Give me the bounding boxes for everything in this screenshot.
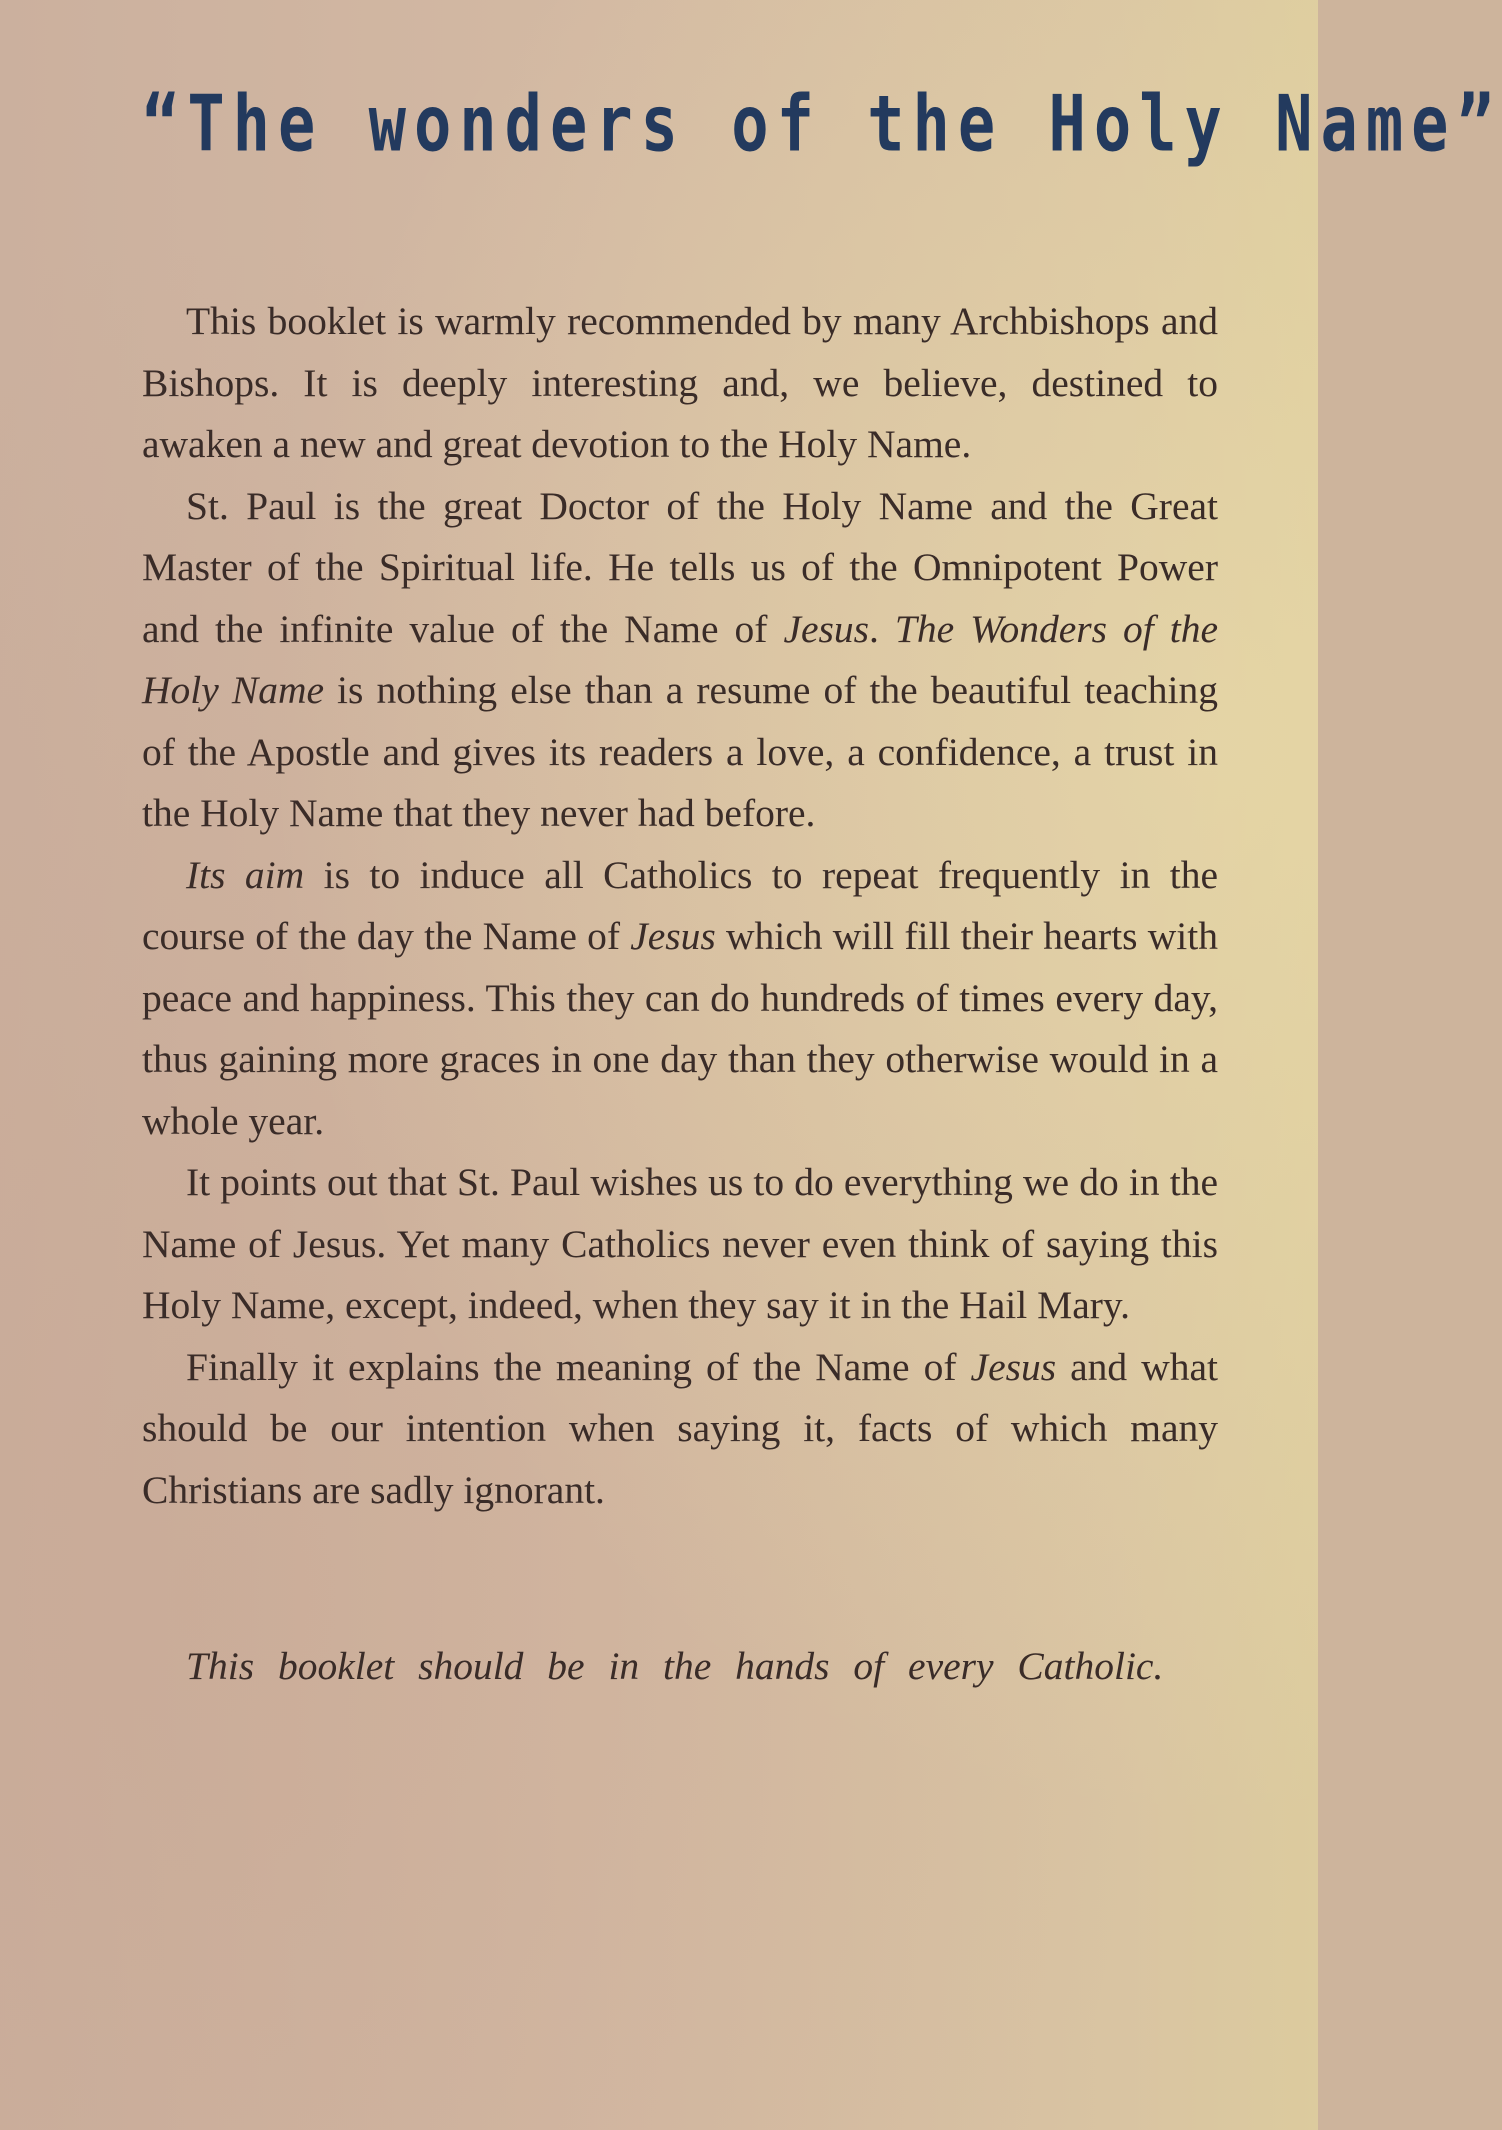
aim-italic: Its aim: [186, 852, 305, 897]
text-span: Finally it explains the meaning of the Name of: [186, 1344, 971, 1389]
paragraph-aim: [142, 845, 1218, 1153]
paragraph-meaning: [142, 1337, 1218, 1522]
text-span: is to induce all Catholics to repeat frequently in the course of the day the Name of: [142, 852, 1219, 958]
page-title: “The wonders of the Holy Name”: [142, 78, 1502, 170]
paragraph-recommendation: This booklet is warmly recommended by many Archbishops and Bishops. It is deeply interesting and, we believe, destined to awaken a new and great devotion to the Holy Name.: [142, 299, 1218, 466]
paragraph-everything-in-name: It points out that St. Paul wishes us to do everything we do in the Name of Jesus. Yet many Catholics never even think of saying this Holy Name, except, indeed, when they say it in the Hail Mary.: [142, 1160, 1218, 1327]
description-body: [142, 291, 1218, 1521]
text-span: and what should be our intention when saying it, facts of which many Christians are sadly ignorant.: [142, 1344, 1218, 1512]
name-jesus-italic: Jesus: [783, 606, 869, 651]
book-title-italic: The Wonders of the Holy Name: [142, 606, 1218, 712]
name-jesus-italic: Jesus: [970, 1344, 1057, 1389]
text-span: St. Paul is the great Doctor of the Holy Name and the Great Master of the Spiritual life. He tells us of the Omnipotent Power and the infinite value of the Name of: [142, 483, 1218, 651]
name-jesus-italic: Jesus: [630, 914, 716, 958]
text-span: .: [869, 606, 895, 651]
text-span: is nothing else than a resume of the beautiful teaching of the Apostle and gives its readers a love, a confidence, a trust in the Holy Name that they never had before.: [142, 668, 1218, 835]
paragraph-st-paul: [142, 476, 1218, 845]
text-span: which will fill their hearts with peace and happiness. This they can do hundreds of times every day, thus gaining more graces in one day than they otherwise would in a whole year.: [142, 914, 1218, 1143]
closing-statement: This booklet should be in the hands of every Catholic.: [186, 1644, 1164, 1688]
